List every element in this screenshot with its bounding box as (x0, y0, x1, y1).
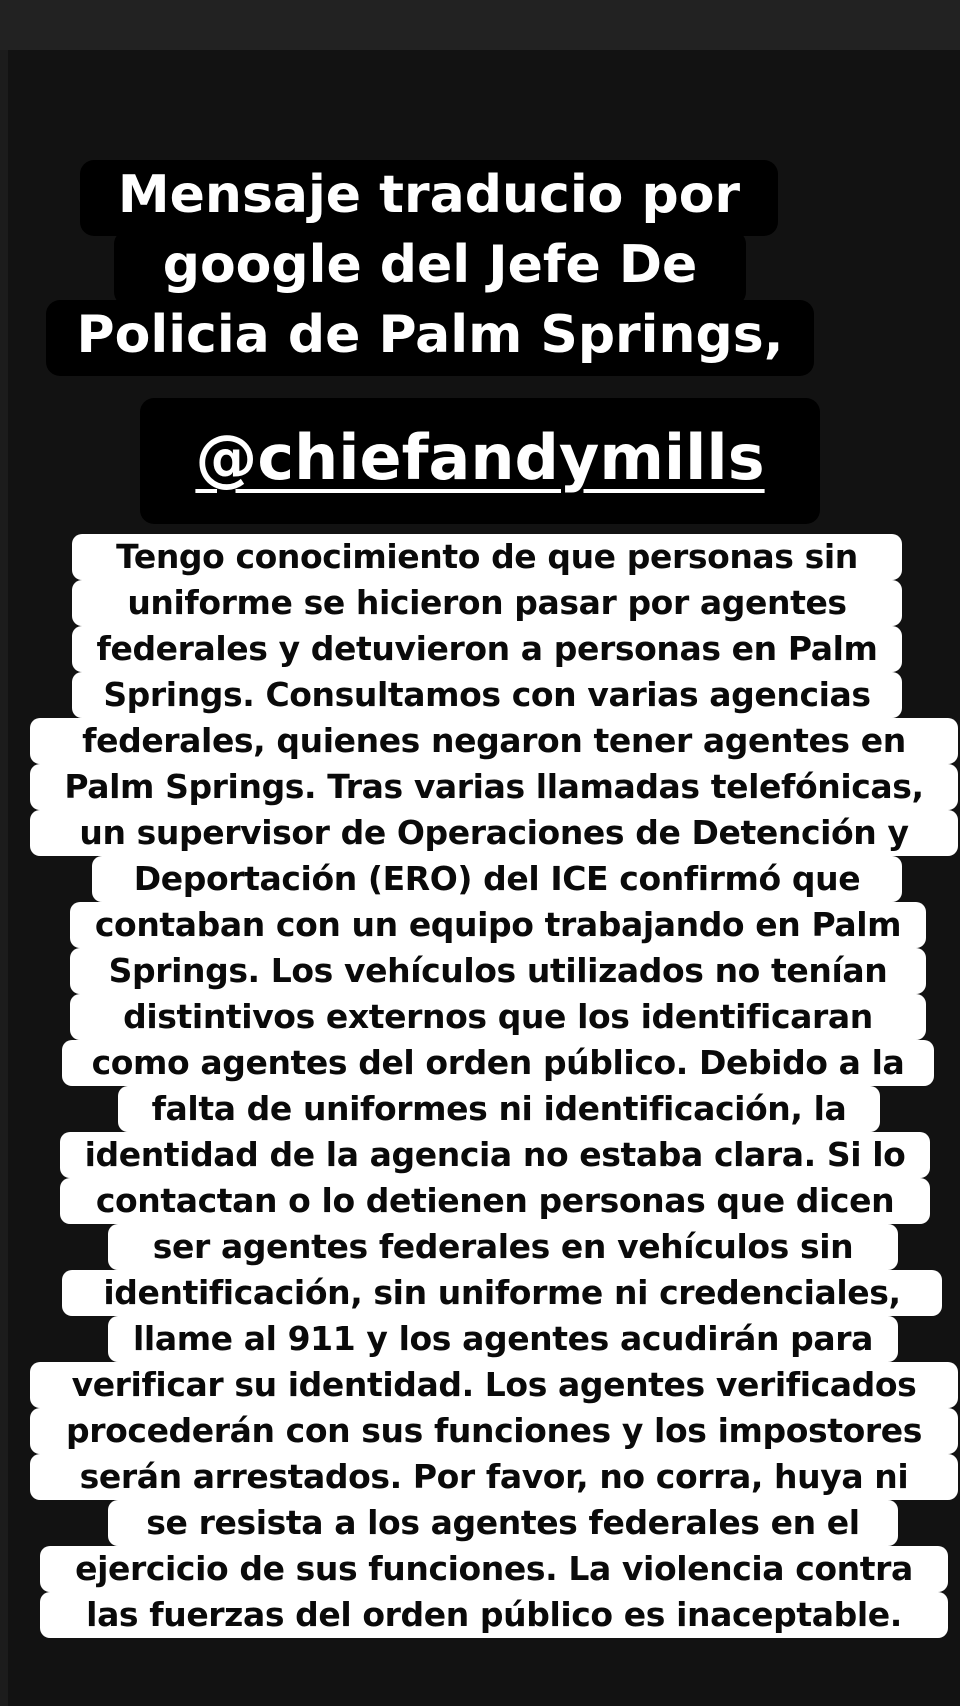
body-line: distintivos externos que los identificaran (70, 994, 926, 1040)
body-line: Tengo conocimiento de que personas sin (72, 534, 902, 580)
body-line: Palm Springs. Tras varias llamadas telefónicas, (30, 764, 958, 810)
body-line: como agentes del orden público. Debido a la (62, 1040, 934, 1086)
title-line-1: Mensaje traducio por (80, 160, 778, 236)
body-line: contactan o lo detienen personas que dicen (60, 1178, 930, 1224)
body-line: serán arrestados. Por favor, no corra, huya ni (30, 1454, 958, 1500)
body-line: las fuerzas del orden público es inaceptable. (40, 1592, 948, 1638)
mention-highlight (140, 398, 820, 524)
body-line: llame al 911 y los agentes acudirán para (108, 1316, 898, 1362)
body-line: falta de uniformes ni identificación, la (118, 1086, 880, 1132)
body-line: se resista a los agentes federales en el (108, 1500, 898, 1546)
body-line: identidad de la agencia no estaba clara. Si lo (60, 1132, 930, 1178)
body-line: procederán con sus funciones y los impostores (30, 1408, 958, 1454)
body-line: federales y detuvieron a personas en Palm (72, 626, 902, 672)
body-line: Deportación (ERO) del ICE confirmó que (92, 856, 902, 902)
body-line: Springs. Los vehículos utilizados no tenían (70, 948, 926, 994)
title-line-3: Policia de Palm Springs, (46, 300, 814, 376)
body-line: ser agentes federales en vehículos sin (108, 1224, 898, 1270)
top-bar (0, 0, 960, 50)
body-line: un supervisor de Operaciones de Detención y (30, 810, 958, 856)
body-line: uniforme se hicieron pasar por agentes (72, 580, 902, 626)
mention-link[interactable]: @chiefandymills (195, 421, 765, 494)
body-line: Springs. Consultamos con varias agencias (72, 672, 902, 718)
body-line: verificar su identidad. Los agentes verificados (30, 1362, 958, 1408)
body-line: ejercicio de sus funciones. La violencia contra (40, 1546, 948, 1592)
title-line-2: google del Jefe De (114, 230, 746, 306)
body-line: contaban con un equipo trabajando en Palm (70, 902, 926, 948)
body-line: federales, quienes negaron tener agentes en (30, 718, 958, 764)
body-line: identificación, sin uniforme ni credenciales, (62, 1270, 942, 1316)
